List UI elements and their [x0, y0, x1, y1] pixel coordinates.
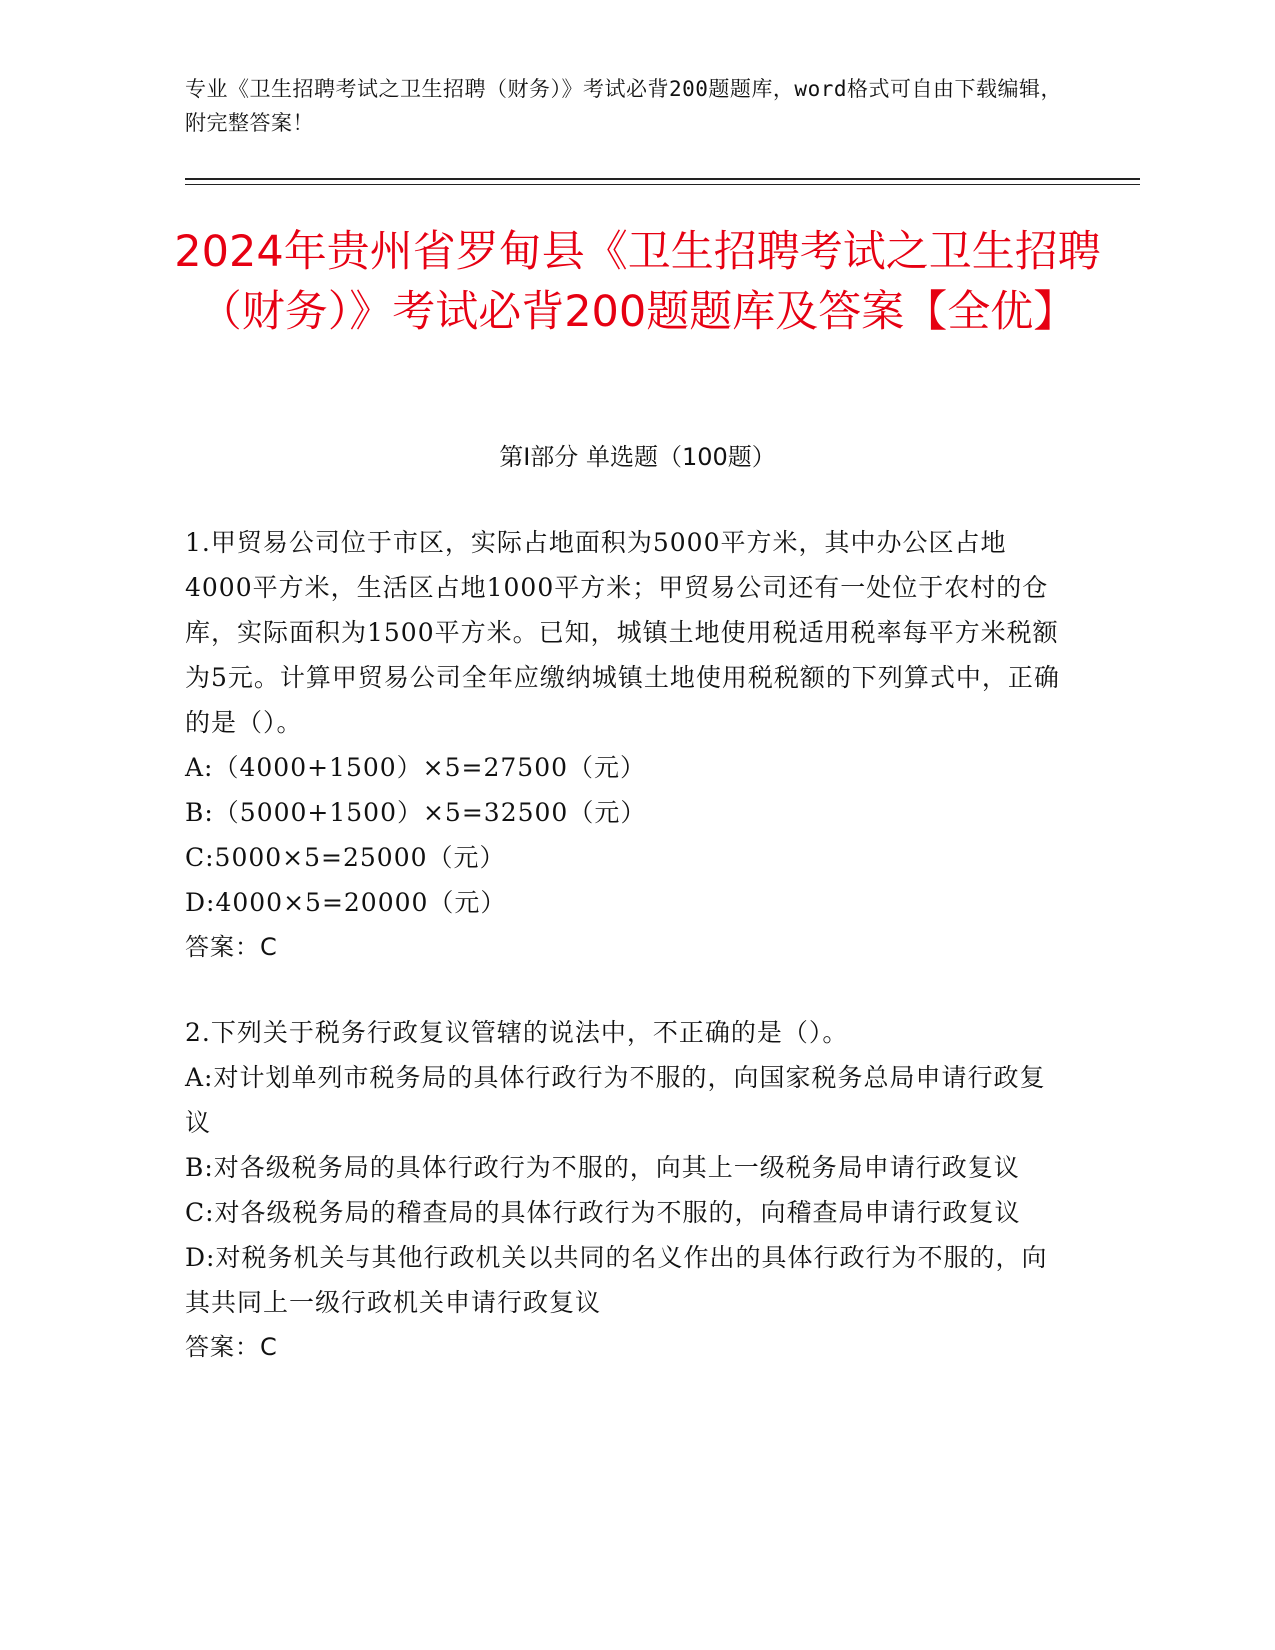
question-1	[185, 520, 1065, 970]
header-note: 专业《卫生招聘考试之卫生招聘（财务）》考试必背200题题库，word格式可自由下载编辑，附完整答案！	[185, 77, 1062, 135]
option-a: A:（4000+1500）×5=27500（元）	[185, 753, 646, 782]
question-2	[185, 1010, 1065, 1370]
answer-label: 答案：C	[185, 933, 278, 961]
document-title: 2024年贵州省罗甸县《卫生招聘考试之卫生招聘（财务）》考试必背200题题库及答案【全优】	[174, 227, 1101, 337]
header-divider-thick	[185, 178, 1140, 180]
question-stem: 1.甲贸易公司位于市区，实际占地面积为5000平方米，其中办公区占地4000平方米，生活区占地1000平方米；甲贸易公司还有一处位于农村的仓库，实际面积为1500平方米。已知，城镇土地使用税适用税率每平方米税额为5元。计算甲贸易公司全年应缴纳城镇土地使用税税额的下列算式中，正确的是（）。	[185, 528, 1060, 737]
option-b: B:对各级税务局的具体行政行为不服的，向其上一级税务局申请行政复议	[185, 1153, 1020, 1182]
option-c: C:5000×5=25000（元）	[185, 843, 506, 872]
header-divider-thin	[185, 184, 1140, 185]
option-a: A:对计划单列市税务局的具体行政行为不服的，向国家税务总局申请行政复议	[185, 1063, 1046, 1137]
section-title: 第Ⅰ部分 单选题（100题）	[499, 443, 776, 471]
option-d: D:4000×5=20000（元）	[185, 888, 507, 917]
option-d: D:对税务机关与其他行政机关以共同的名义作出的具体行政行为不服的，向其共同上一级行政机关申请行政复议	[185, 1243, 1048, 1317]
option-c: C:对各级税务局的稽查局的具体行政行为不服的，向稽查局申请行政复议	[185, 1198, 1021, 1227]
question-stem: 2.下列关于税务行政复议管辖的说法中，不正确的是（）。	[185, 1018, 849, 1047]
option-b: B:（5000+1500）×5=32500（元）	[185, 798, 647, 827]
answer-label: 答案：C	[185, 1333, 278, 1361]
